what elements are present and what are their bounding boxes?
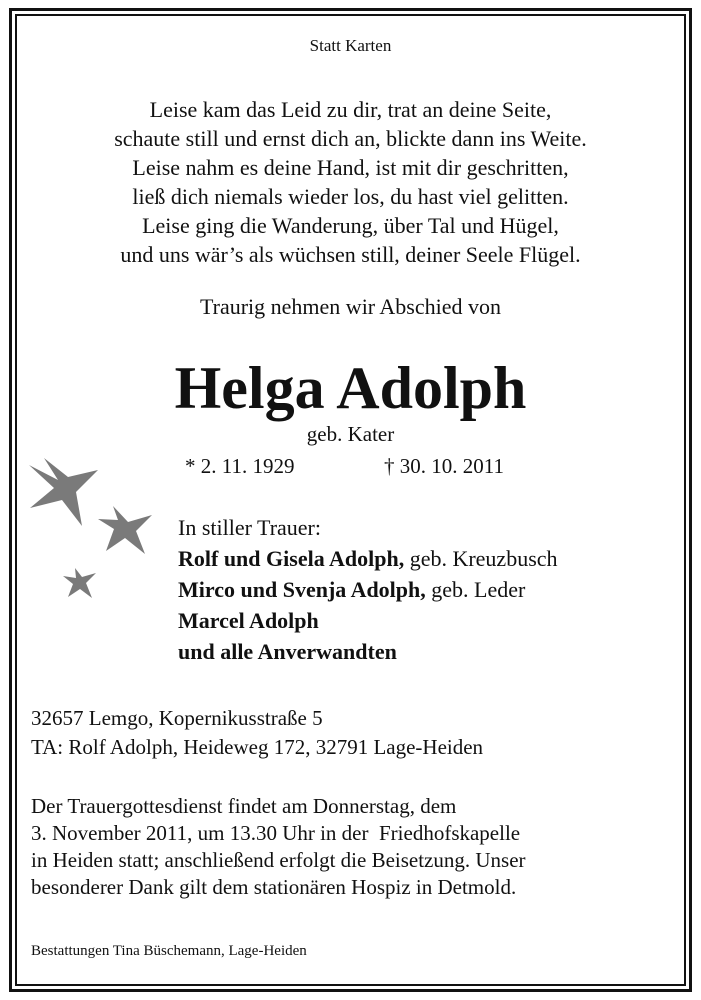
service-notice <box>31 793 526 901</box>
service-line: 3. November 2011, um 13.30 Uhr in der Friedhofskapelle <box>31 821 521 845</box>
mourner-names: Mirco und Svenja Adolph, <box>178 577 426 602</box>
mourner-line <box>178 574 558 605</box>
mourner-line <box>178 543 558 574</box>
mourner-maiden: geb. Leder <box>425 577 526 602</box>
mourner-line: Marcel Adolph <box>178 608 319 633</box>
mourner-names: Rolf und Gisela Adolph, <box>178 546 405 571</box>
service-line: in Heiden statt; anschließend erfolgt die Beisetzung. Unser <box>31 848 526 872</box>
farewell-intro: Traurig nehmen wir Abschied von <box>199 294 502 319</box>
star-icon <box>98 506 152 554</box>
poem-line: Leise ging die Wanderung, über Tal und Hügel, <box>142 213 559 238</box>
deceased-name: Helga Adolph <box>174 355 527 421</box>
address-block <box>31 704 483 762</box>
mourner-line: und alle Anverwandten <box>178 639 397 664</box>
contact-address: TA: Rolf Adolph, Heideweg 172, 32791 Lage-Heiden <box>31 735 484 759</box>
star-icon <box>29 458 98 526</box>
mourners-heading: In stiller Trauer: <box>178 515 321 540</box>
undertaker-credit: Bestattungen Tina Büschemann, Lage-Heiden <box>31 943 307 959</box>
poem-line: schaute still und ernst dich an, blickte dann ins Weite. <box>114 126 587 151</box>
poem-line: Leise nahm es deine Hand, ist mit dir geschritten, <box>132 155 569 180</box>
mourners-block <box>178 512 558 667</box>
stars-decoration <box>28 450 168 610</box>
header-statt-karten: Statt Karten <box>309 36 392 55</box>
service-line: Der Trauergottesdienst findet am Donnerstag, dem <box>31 794 457 818</box>
home-address: 32657 Lemgo, Kopernikusstraße 5 <box>31 706 323 730</box>
poem <box>0 95 701 269</box>
birth-date: * 2. 11. 1929 <box>185 454 295 478</box>
mourner-maiden: geb. Kreuzbusch <box>404 546 558 571</box>
maiden-name: geb. Kater <box>306 422 395 446</box>
death-date: † 30. 10. 2011 <box>384 454 504 478</box>
star-icon <box>63 568 96 598</box>
service-line: besonderer Dank gilt dem stationären Hospiz in Detmold. <box>31 875 517 899</box>
poem-line: und uns wär’s als wüchsen still, deiner Seele Flügel. <box>120 242 581 267</box>
poem-line: ließ dich niemals wieder los, du hast viel gelitten. <box>132 184 569 209</box>
poem-line: Leise kam das Leid zu dir, trat an deine Seite, <box>149 97 552 122</box>
